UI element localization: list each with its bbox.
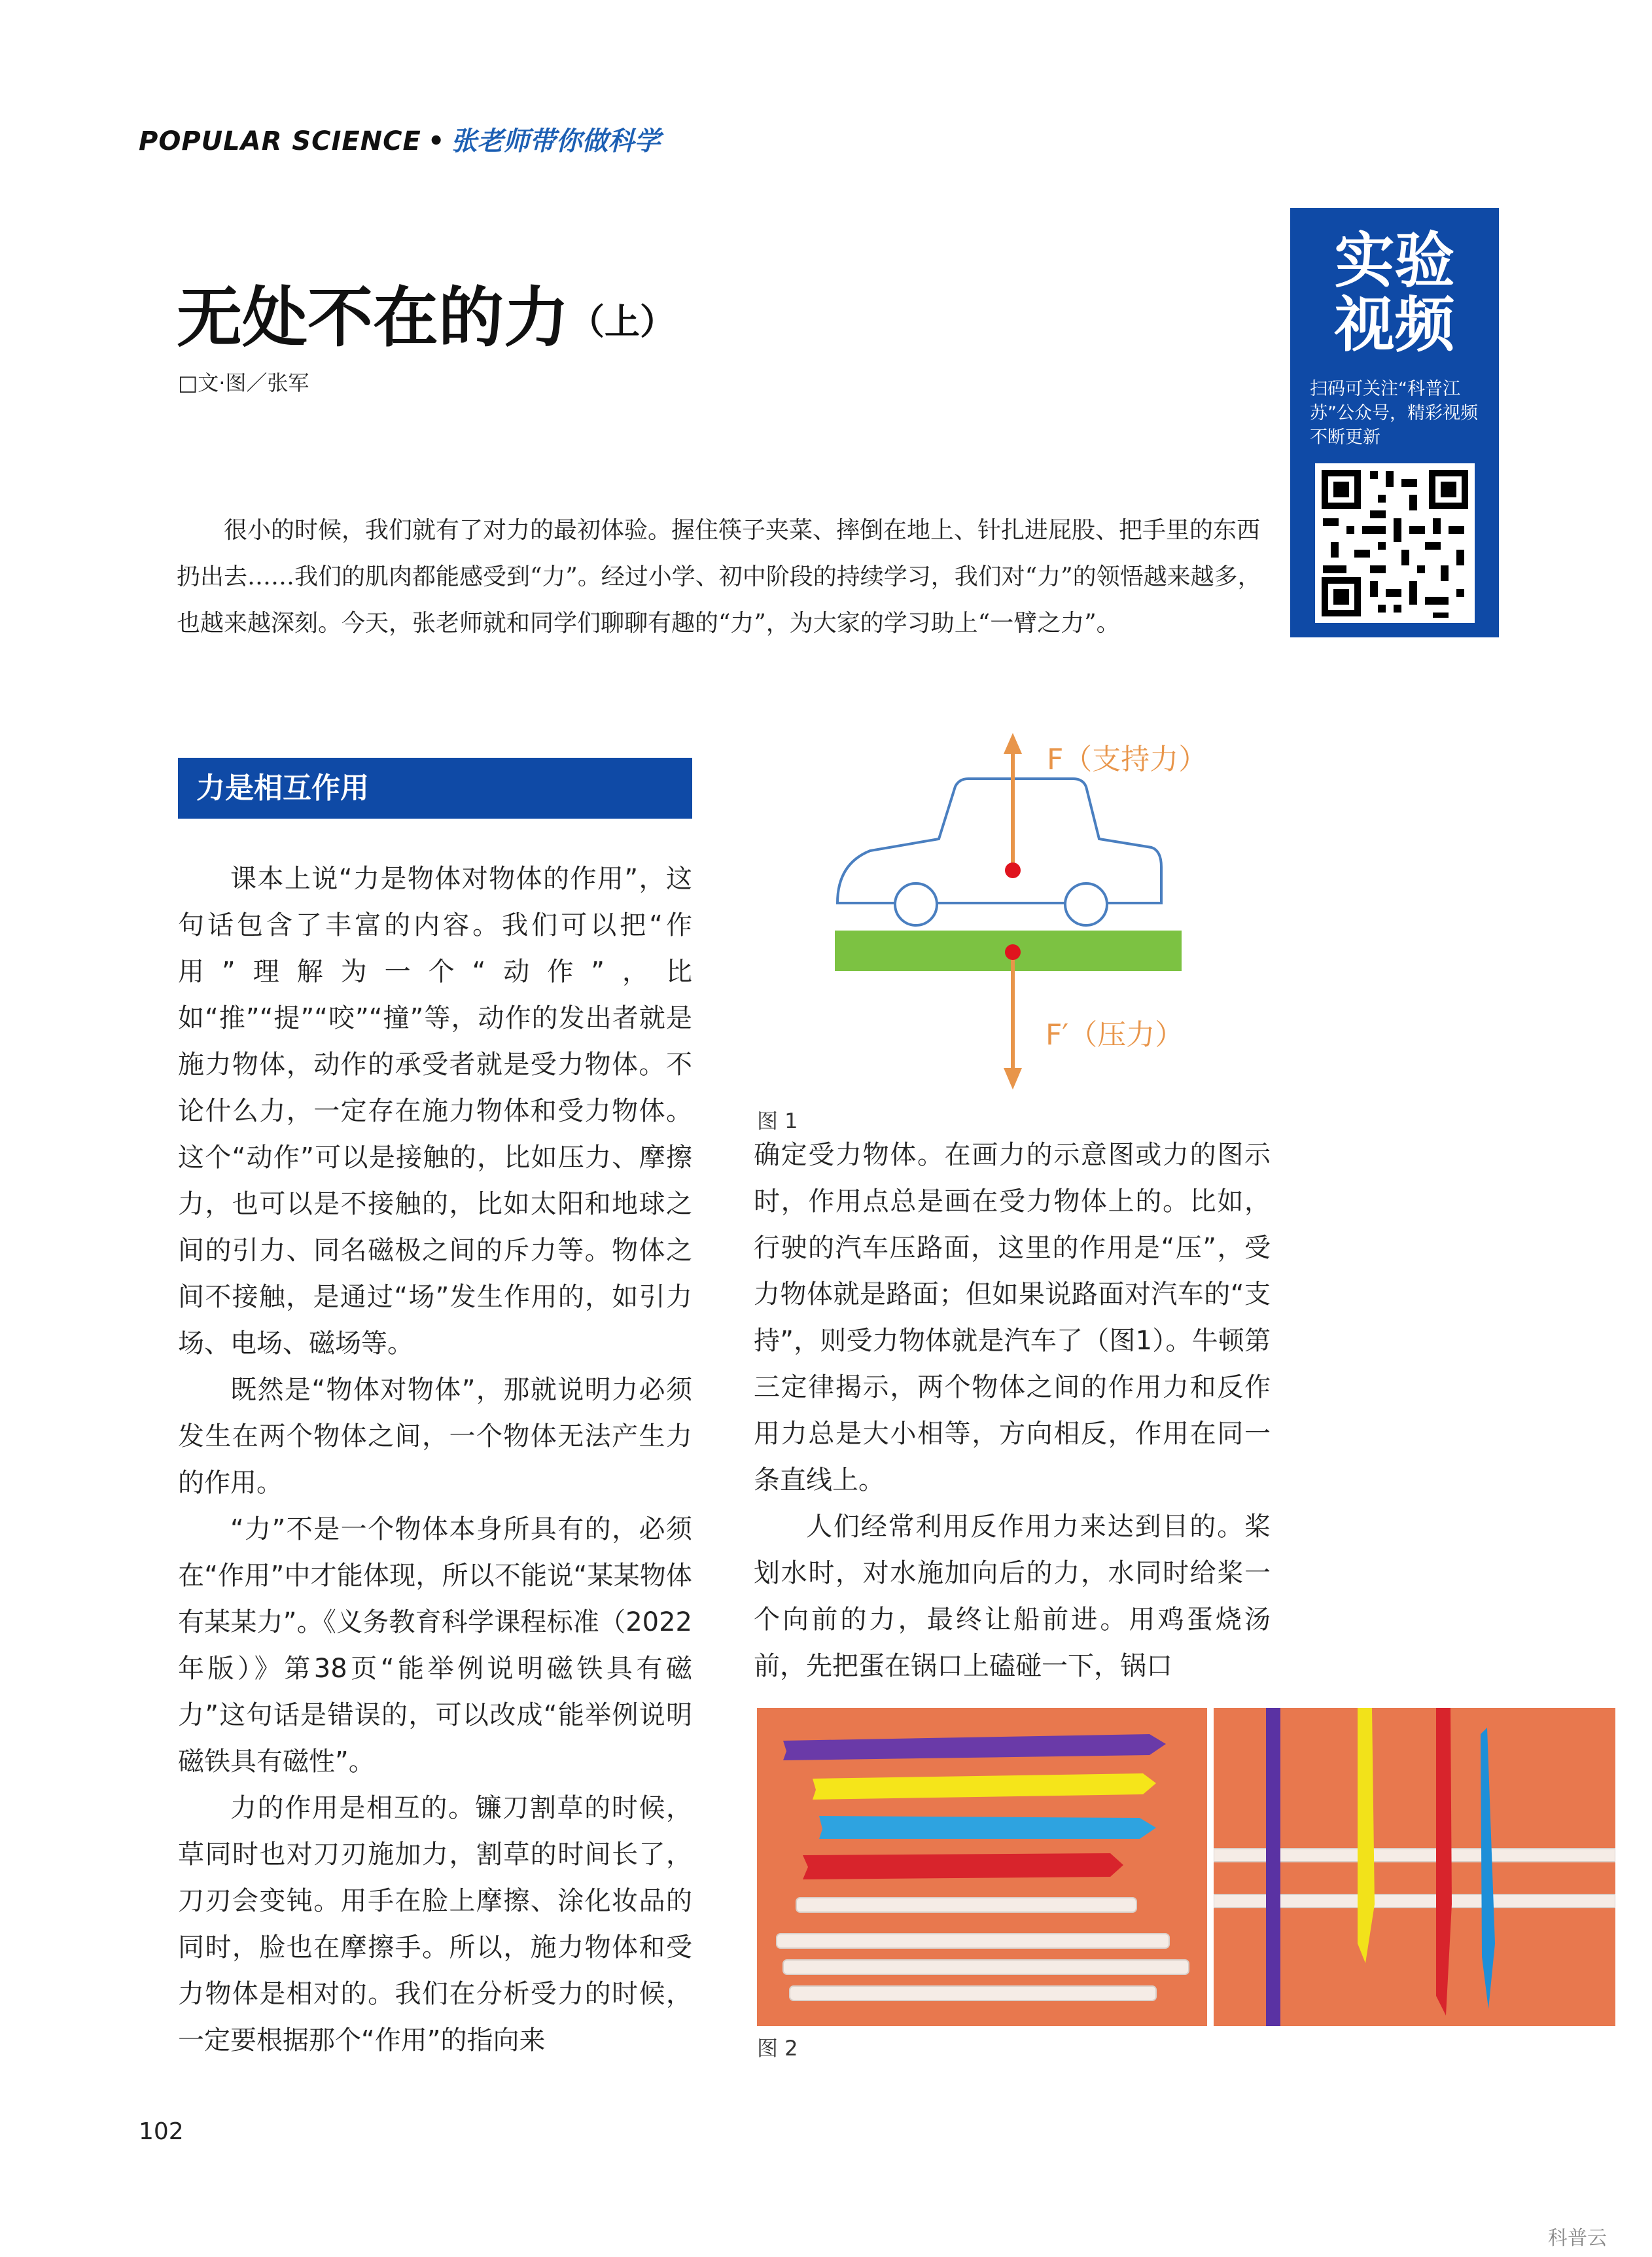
badge-desc: 扫码可关注“科普江苏”公众号，精彩视频不断更新 <box>1310 379 1478 448</box>
section-heading: 力是相互作用 <box>178 758 692 819</box>
support-force-label: F（支持力） <box>1047 743 1208 776</box>
action-point-icon <box>1005 944 1021 960</box>
figure-2-photo-left <box>757 1708 1207 2026</box>
pressure-force-label: F′（压力） <box>1046 1018 1184 1052</box>
badge-title <box>1290 226 1499 360</box>
brand-label: POPULAR SCIENCE <box>139 126 421 156</box>
action-point-icon <box>1005 862 1021 878</box>
paragraph: 既然是“物体对物体”，那就说明力必须发生在两个物体之间，一个物体无法产生力的作用。 <box>178 1375 692 1498</box>
badge-line1: 实验 <box>1334 226 1455 296</box>
article-title <box>177 265 675 359</box>
figure-1-caption: 图 1 <box>757 1109 798 1133</box>
badge-line2: 视频 <box>1334 290 1455 360</box>
column-right <box>754 1132 1271 1690</box>
car-wheel-icon <box>895 883 937 925</box>
figure-2-photo-right <box>1214 1708 1615 2026</box>
watermark: 科普云 <box>1548 2227 1607 2250</box>
byline: □文·图／张军 <box>178 370 309 395</box>
video-badge <box>1290 208 1499 637</box>
paragraph: 确定受力物体。在画力的示意图或力的图示时，作用点总是画在受力物体上的。比如，行驶的汽车压路面，这里的作用是“压”，受力物体就是路面；但如果说路面对汽车的“支持”，则受力物体就是汽车了（图1）。牛顿第三定律揭示，两个物体之间的作用力和反作用力总是大小相等，方向相反，作用在同一条直线上。 <box>754 1140 1271 1495</box>
title-main: 无处不在的力 <box>177 279 569 356</box>
column-name: 张老师带你做科学 <box>451 126 661 156</box>
magazine-header <box>139 120 660 158</box>
car-body-icon <box>837 779 1161 903</box>
page-number: 102 <box>139 2118 184 2145</box>
separator-dot: • <box>427 126 445 156</box>
paragraph: 力的作用是相互的。镰刀割草的时候，草同时也对刀刃施加力，割草的时间长了，刀刃会变钝。用手在脸上摩擦、涂化妆品的同时，脸也在摩擦手。所以，施力物体和受力物体是相对的。我们在分析受力的时候，一定要根据那个“作用”的指向来 <box>178 1793 692 2055</box>
column-left <box>178 856 692 2064</box>
car-wheel-icon <box>1065 883 1107 925</box>
figure-2-caption: 图 2 <box>757 2036 798 2061</box>
lead-paragraph: 很小的时候，我们就有了对力的最初体验。握住筷子夹菜、摔倒在地上、针扎进屁股、把手里的东西扔出去……我们的肌肉都能感受到“力”。经过小学、初中阶段的持续学习，我们对“力”的领悟越来越多，也越来越深刻。今天，张老师就和同学们聊聊有趣的“力”，为大家的学习助上“一臂之力”。 <box>177 517 1261 637</box>
paragraph: 课本上说“力是物体对物体的作用”，这句话包含了丰富的内容。我们可以把“作用”理解为一个“动作”，比如“推”“提”“咬”“撞”等，动作的发出者就是施力物体，动作的承受者就是受力物体。不论什么力，一定存在施力物体和受力物体。这个“动作”可以是接触的，比如压力、摩擦力，也可以是不接触的，比如太阳和地球之间的引力、同名磁极之间的斥力等。物体之间不接触，是通过“场”发生作用的，如引力场、电场、磁场等。 <box>178 864 692 1359</box>
qr-code-icon[interactable] <box>1315 463 1475 623</box>
title-suffix: （上） <box>569 300 675 342</box>
paragraph: 人们经常利用反作用力来达到目的。桨划水时，对水施加向后的力，水同时给桨一个向前的力，最终让船前进。用鸡蛋烧汤前，先把蛋在锅口上磕碰一下，锅口 <box>754 1512 1271 1681</box>
paragraph: “力”不是一个物体本身所具有的，必须在“作用”中才能体现，所以不能说“某某物体有某某力”。《义务教育科学课程标准（2022年版）》第38页“能举例说明磁铁具有磁力”这句话是错误的，可以改成“能举例说明磁铁具有磁性”。 <box>178 1514 692 1777</box>
